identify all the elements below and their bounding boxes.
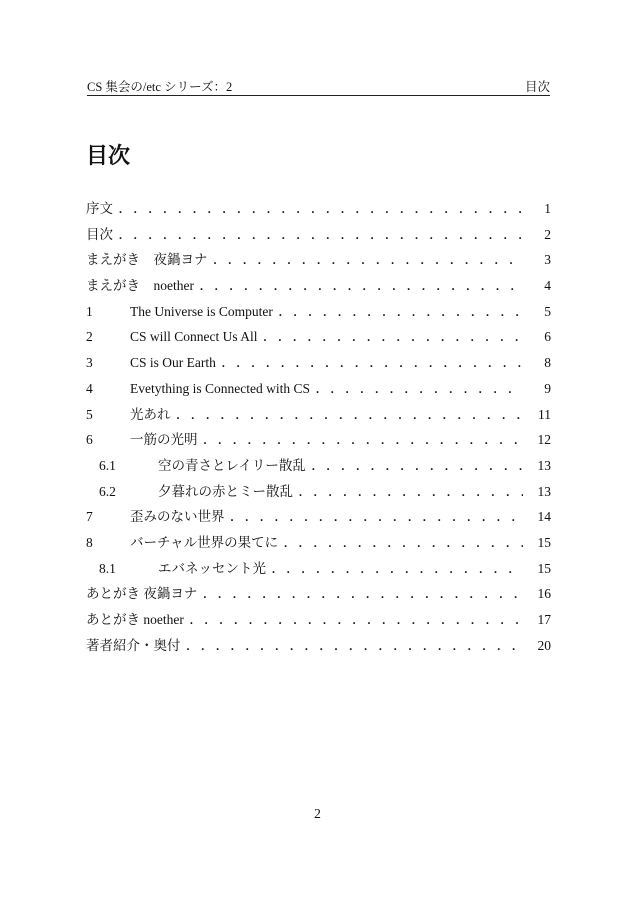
toc-entry[interactable] [86,479,551,505]
toc-entry-title: 序文 [86,201,113,216]
toc-entry-page: 6 [544,329,551,345]
toc-entry-number: 6 [86,432,93,448]
toc-entry-number: 8 [86,534,93,550]
toc-dot-leader [316,377,523,403]
toc-entry-number: 5 [86,406,93,422]
toc-entry-title: 著者紹介・奥付 [86,637,181,653]
toc-entry[interactable] [86,427,551,453]
toc-entry-title: まえがき noether [86,278,194,294]
toc-dot-leader [187,634,524,660]
toc-dot-leader [231,505,524,531]
toc-entry-page: 1 [544,201,551,216]
toc-dot-leader [119,223,523,249]
toc-entry-number: 2 [86,329,93,345]
toc-dot-leader [284,531,523,557]
toc-entry-page: 4 [544,278,551,294]
toc-dot-leader [177,403,524,429]
toc-entry-page: 8 [544,355,551,371]
toc-entry[interactable] [86,324,551,350]
toc-entry-number: 6.1 [99,457,116,473]
toc-entry[interactable] [86,350,551,376]
toc-entry-number: 8.1 [99,560,116,576]
toc-entry-title: 光あれ [130,406,171,422]
toc-entry-title: バーチャル世界の果てに [130,534,279,550]
toc-entry-number: 3 [86,355,93,371]
toc-entry[interactable] [86,581,551,607]
toc-dot-leader [222,351,523,377]
toc-entry[interactable] [86,376,551,402]
toc-entry[interactable] [86,247,551,273]
toc-entry-page: 9 [544,380,551,396]
toc-entry-title: 歪みのない世界 [130,509,225,525]
toc-entry-title: The Universe is Computer [130,303,273,319]
toc-entry[interactable] [86,607,551,633]
toc-entry[interactable] [86,530,551,556]
toc-entry[interactable] [86,273,551,299]
toc-dot-leader [279,300,523,326]
toc-entry-title: あとがき 夜鍋ヨナ [86,586,198,602]
toc-entry-page: 12 [537,432,551,448]
running-header [87,79,550,96]
toc-entry-title: CS will Connect Us All [130,329,258,345]
toc-entry[interactable] [86,633,551,659]
toc-entry-page: 3 [544,252,551,268]
toc-entry-page: 13 [537,483,551,499]
toc-entry-page: 5 [544,303,551,319]
toc-entry-title: まえがき 夜鍋ヨナ [86,252,208,268]
page-number: 2 [314,806,321,821]
toc-entry-title: 夕暮れの赤とミー散乱 [158,483,293,499]
toc-dot-leader [203,582,523,608]
toc-entry-page: 2 [544,226,551,242]
toc-dot-leader [312,454,523,480]
toc-entry-page: 15 [537,560,551,576]
toc-entry[interactable] [86,402,551,428]
toc-entry-title: エバネッセント光 [158,560,266,576]
toc-entry-number: 4 [86,380,93,396]
toc-entry-title: あとがき noether [86,612,184,627]
toc-entry-page: 14 [537,509,551,525]
toc-entry[interactable] [86,556,551,582]
toc-entry-number: 1 [86,303,93,319]
toc-entry[interactable] [86,299,551,325]
table-of-contents [86,196,551,658]
toc-dot-leader [200,274,523,300]
toc-entry-title: 目次 [86,226,113,242]
toc-entry-title: CS is Our Earth [130,355,216,371]
toc-entry-title: 一筋の光明 [130,432,198,448]
toc-entry-page: 16 [537,586,551,602]
toc-dot-leader [214,248,524,274]
toc-entry-number: 7 [86,509,93,525]
toc-entry-page: 17 [537,612,551,627]
toc-entry-title: Evetything is Connected with CS [130,380,310,396]
page-title: 目次 [86,144,131,169]
toc-entry-page: 15 [537,534,551,550]
toc-dot-leader [204,428,524,454]
toc-entry[interactable] [86,504,551,530]
toc-entry[interactable] [86,222,551,248]
running-header-series: CS 集会の/etc シリーズ：2 [87,80,233,94]
toc-entry-page: 20 [537,637,551,653]
toc-entry[interactable] [86,196,551,222]
toc-entry[interactable] [86,453,551,479]
toc-dot-leader [190,608,523,634]
toc-dot-leader [299,480,523,506]
toc-entry-title: 空の青さとレイリー散乱 [158,457,306,473]
toc-dot-leader [119,197,523,223]
toc-dot-leader [264,325,523,351]
running-header-section: 目次 [524,80,550,94]
toc-entry-page: 11 [538,406,551,422]
toc-entry-number: 6.2 [99,483,116,499]
toc-dot-leader [272,557,523,583]
toc-entry-page: 13 [537,457,551,473]
